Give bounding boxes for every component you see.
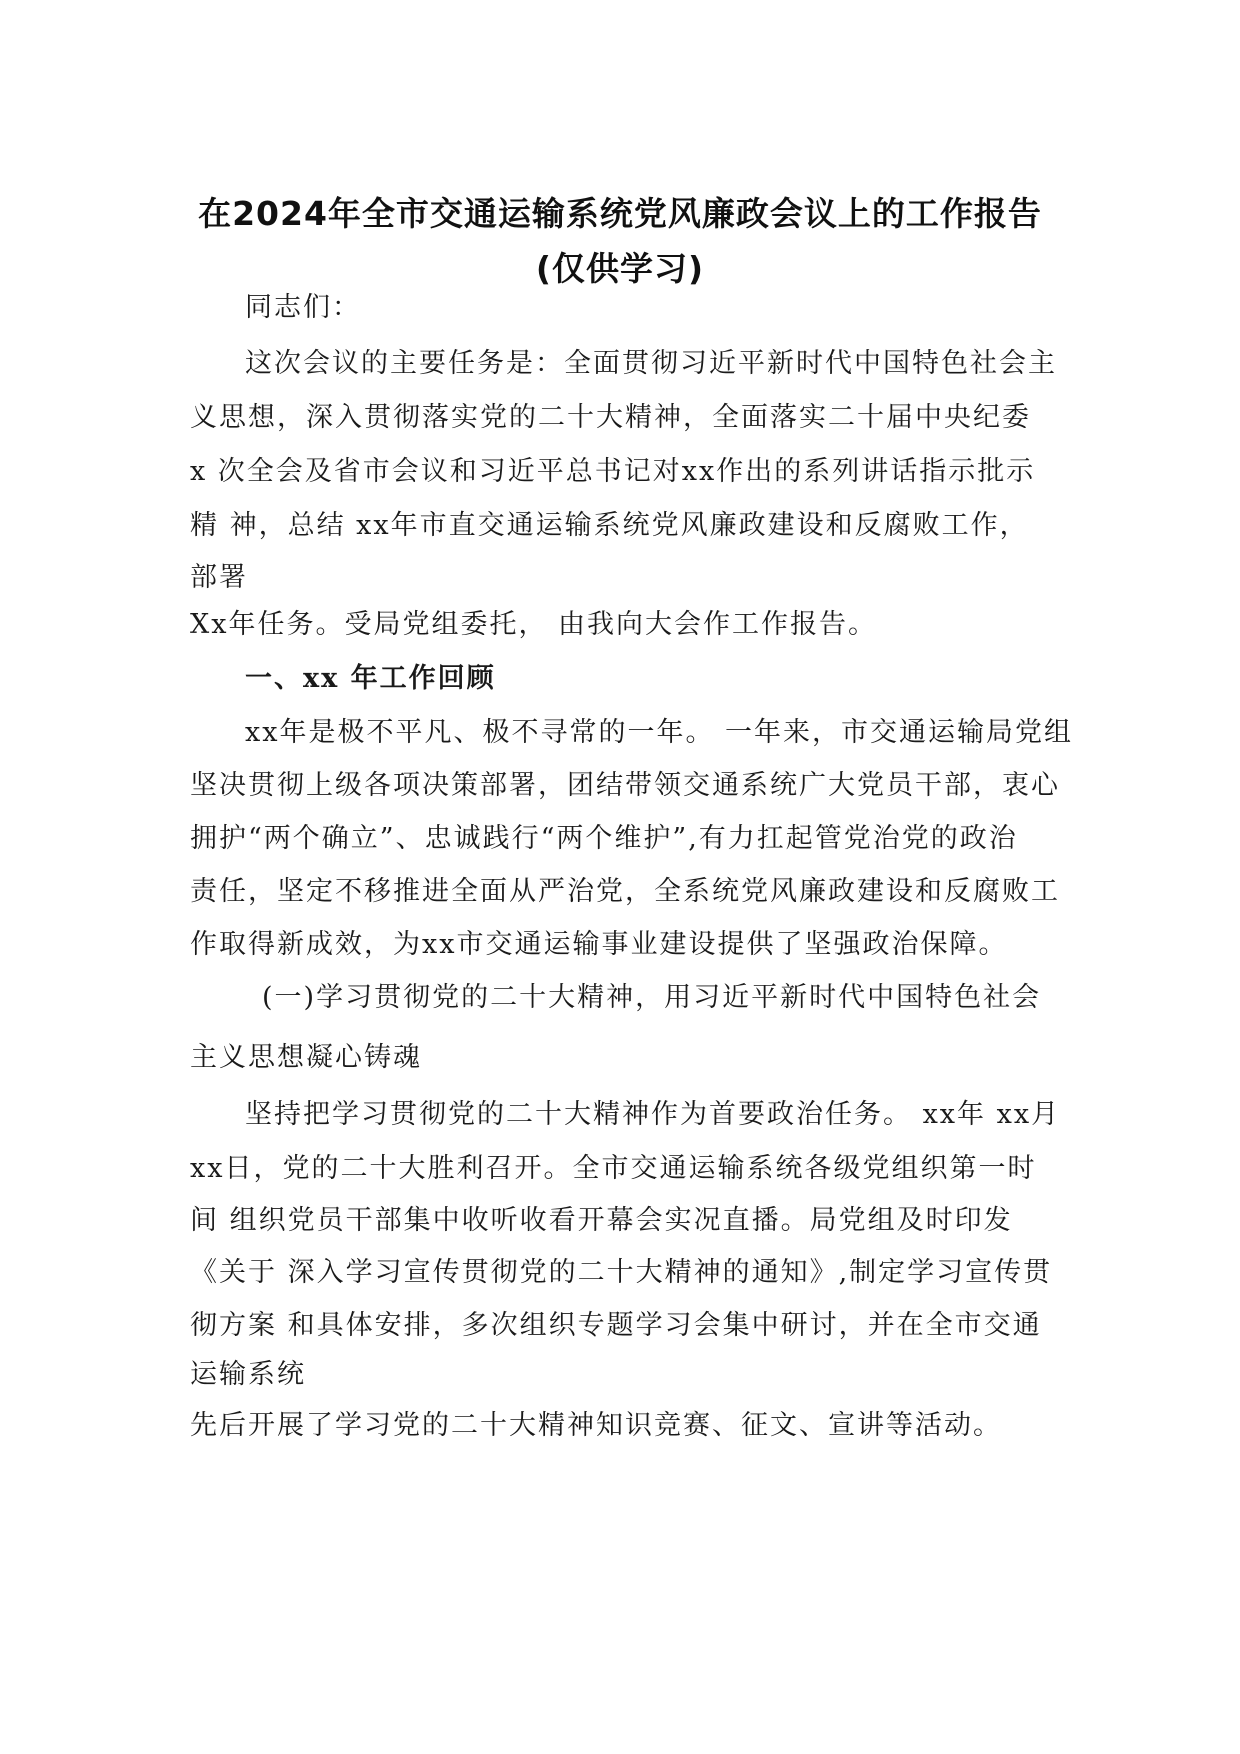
paragraph-line: 间 组织党员干部集中收听收看开幕会实况直播。局党组及时印发: [190, 1205, 1013, 1236]
paragraph-line: 拥护“两个确立”、忠诚践行“两个维护”,有力扛起管党治党的政治: [190, 823, 1018, 854]
document-subtitle: (仅供学习): [535, 249, 705, 288]
paragraph-line: xx年是极不平凡、极不寻常的一年。 一年来，市交通运输局党组: [245, 717, 1074, 748]
section-heading: 一、xx 年工作回顾: [245, 663, 496, 694]
paragraph-line: 这次会议的主要任务是：全面贯彻习近平新时代中国特色社会主: [245, 348, 1057, 379]
subsection-heading: (一)学习贯彻党的二十大精神，用习近平新时代中国特色社会: [262, 982, 1042, 1013]
paragraph-line: 坚决贯彻上级各项决策部署，团结带领交通系统广大党员干部，衷心: [190, 770, 1060, 801]
paragraph-line: 作取得新成效，为xx市交通运输事业建设提供了坚强政治保障。: [190, 929, 1008, 960]
salutation: 同志们：: [245, 292, 361, 323]
paragraph-line: xx日，党的二十大胜利召开。全市交通运输系统各级党组织第一时: [190, 1153, 1037, 1184]
paragraph-line: 责任，坚定不移推进全面从严治党，全系统党风廉政建设和反腐败工: [190, 876, 1060, 907]
paragraph-line: x 次全会及省市会议和习近平总书记对xx作出的系列讲话指示批示: [190, 456, 1036, 487]
paragraph-line: 部署: [190, 562, 248, 593]
paragraph-line: Xx年任务。受局党组委托， 由我向大会作工作报告。: [190, 609, 878, 640]
paragraph-line: 《关于 深入学习宣传贯彻党的二十大精神的通知》,制定学习宣传贯: [190, 1257, 1053, 1288]
paragraph-line: 精 神，总结 xx年市直交通运输系统党风廉政建设和反腐败工作，: [190, 510, 1029, 541]
paragraph-line: 运输系统: [190, 1359, 306, 1390]
paragraph-line: 彻方案 和具体安排，多次组织专题学习会集中研讨，并在全市交通: [190, 1310, 1042, 1341]
paragraph-line: 坚持把学习贯彻党的二十大精神作为首要政治任务。 xx年 xx月: [245, 1099, 1061, 1130]
paragraph-line: 先后开展了学习党的二十大精神知识竞赛、征文、宣讲等活动。: [190, 1410, 1002, 1441]
subsection-heading-cont: 主义思想凝心铸魂: [190, 1042, 422, 1073]
document-title: 在2024年全市交通运输系统党风廉政会议上的工作报告: [198, 194, 1042, 233]
paragraph-line: 义思想，深入贯彻落实党的二十大精神，全面落实二十届中央纪委: [190, 402, 1031, 433]
